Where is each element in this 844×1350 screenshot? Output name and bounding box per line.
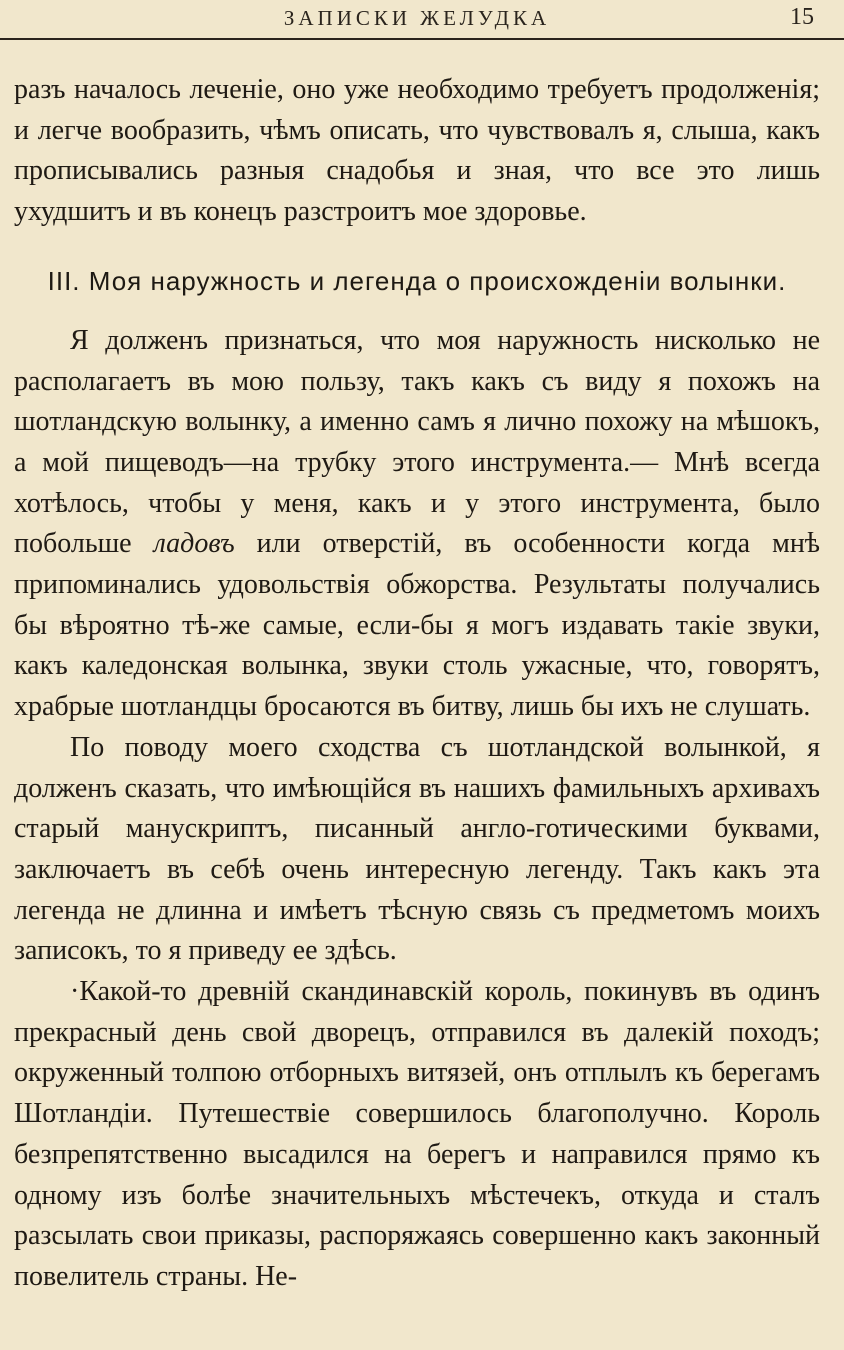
paragraph-text-part: Я долженъ признаться, что моя наружность нисколько не располагаетъ въ мою пользу, такъ какъ съ виду я похожъ на шотландскую волынку, а именно самъ я лично похожу на мѣшокъ, а мой пищеводъ—на трубку этого инструмента.— Мнѣ всегда хотѣлось, чтобы у меня, какъ и у этого инструмента, было побольше xyxy=(14,324,820,560)
page-text xyxy=(14,70,820,1298)
chapter-heading: III. Моя наружность и легенда о происхожденіи волынки. xyxy=(47,265,787,296)
page-number: 15 xyxy=(790,4,814,30)
header-rule xyxy=(0,38,844,40)
paragraph-text-part: или отверстій, въ особенности когда мнѣ припоминались удовольствія обжорства. Результаты получались бы вѣроятно тѣ-же самые, если-бы я могъ издавать такіе звуки, какъ каледонская волынка, звуки столь ужасные, что, говорятъ, храбрые шотландцы бросаются въ битву, лишь бы ихъ не слушать. xyxy=(14,528,821,723)
paragraph-legend: ·Какой-то древній скандинавскій король, покинувъ въ одинъ прекрасный день свой дворецъ, отправился въ далекій походъ; окруженный толпою отборныхъ витязей, онъ отплылъ къ берегамъ Шотландіи. Путешествіе совершилось благополучно. Король безпрепятственно высадился на берегъ и направился прямо къ одному изъ болѣе значительныхъ мѣстечекъ, откуда и сталъ разсылать свои приказы, распоряжаясь совершенно какъ законный повелитель страны. Не- xyxy=(14,976,820,1292)
italic-term: ладовъ xyxy=(153,528,235,560)
paragraph-appearance xyxy=(14,321,820,728)
paragraph-continued: разъ началось леченіе, оно уже необходимо требуетъ продолженія; и легче вообразить, чѣмъ описать, что чувствовалъ я, слыша, какъ прописывались разныя снадобья и зная, что все это лишь ухудшитъ и въ конецъ разстроитъ мое здоровье. xyxy=(14,74,820,228)
paragraph-resemblance: По поводу моего сходства съ шотландской волынкой, я долженъ сказать, что имѣющійся въ нашихъ фамильныхъ архивахъ старый манускриптъ, писанный англо-готическими буквами, заключаетъ въ себѣ очень интересную легенду. Такъ какъ эта легенда не длинна и имѣетъ тѣсную связь съ предметомъ моихъ записокъ, то я приведу ее здѣсь. xyxy=(14,731,820,967)
page-header xyxy=(14,0,820,38)
running-title: ЗАПИСКИ ЖЕЛУДКА xyxy=(283,6,551,30)
